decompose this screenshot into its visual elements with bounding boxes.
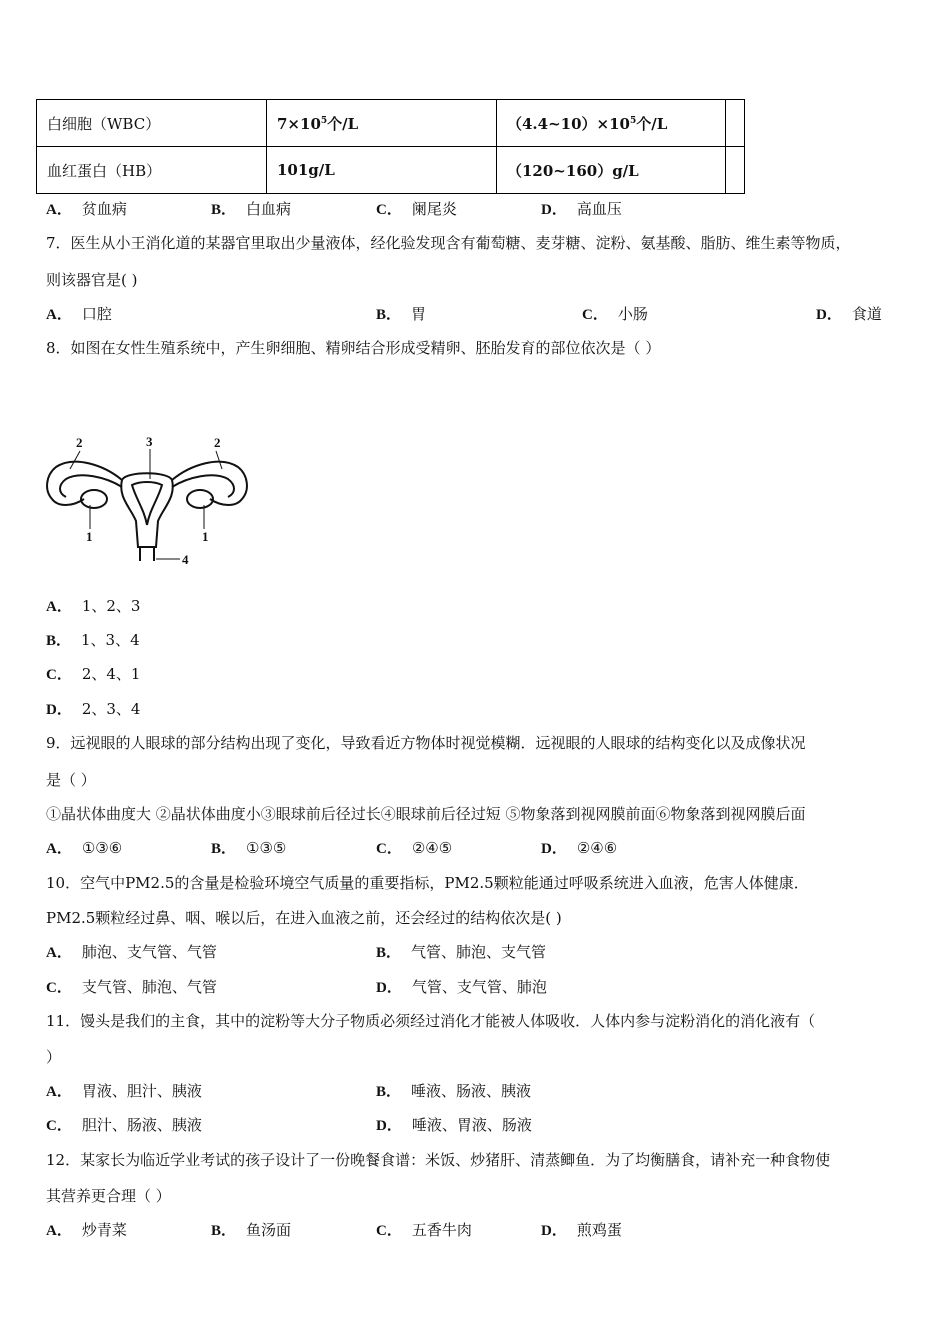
left-ovary [81, 490, 107, 508]
q10-stem-line2: PM2.5颗粒经过鼻、咽、喉以后，在进入血液之前，还会经过的结构依次是( ) [46, 909, 562, 927]
right-fallopian-tube [172, 462, 247, 505]
table-cell-item: 血红蛋白（HB） [37, 147, 267, 194]
vagina [140, 547, 154, 561]
figure-label-4: 4 [182, 552, 189, 567]
q8-option-c[interactable]: C． 2、4、1 [46, 665, 141, 683]
figure-label-1-right: 1 [202, 529, 209, 544]
q12-option-b[interactable]: B． 鱼汤面 [211, 1221, 292, 1239]
q6-option-c[interactable]: C． 阑尾炎 [376, 200, 457, 218]
table-cell-reference: （120~160）g/L [497, 147, 726, 194]
table-cell-empty [726, 147, 745, 194]
figure-label-2-right: 2 [214, 435, 221, 450]
q11-stem-line1: 11．馒头是我们的主食，其中的淀粉等大分子物质必须经过消化才能被人体吸收．人体内参与淀粉消化的消化液有（ [46, 1012, 816, 1030]
q11-option-b[interactable]: B． 唾液、肠液、胰液 [376, 1082, 532, 1100]
q10-stem-line1: 10．空气中PM2.5的含量是检验环境空气质量的重要指标，PM2.5颗粒能通过呼吸系统进入血液，危害人体健康． [46, 874, 809, 892]
uterus [121, 473, 173, 547]
q10-option-b[interactable]: B． 气管、肺泡、支气管 [376, 943, 547, 961]
q9-statements: ①晶状体曲度大 ②晶状体曲度小③眼球前后径过长④眼球前后径过短 ⑤物象落到视网膜前面⑥物象落到视网膜后面 [46, 805, 806, 823]
q12-option-a[interactable]: A． 炒青菜 [46, 1221, 127, 1239]
q7-stem-line2: 则该器官是( ) [46, 271, 138, 289]
table-cell-value: 101g/L [267, 147, 497, 194]
table-cell-empty [726, 100, 745, 147]
table-cell-value: $7\times 10^5$个/L [267, 100, 497, 147]
q7-stem-line1: 7．医生从小王消化道的某器官里取出少量液体，经化验发现含有葡萄糖、麦芽糖、淀粉、氨基酸、脂肪、维生素等物质， [46, 234, 851, 252]
q9-stem-line2: 是（ ） [46, 771, 96, 789]
q11-option-d[interactable]: D． 唾液、胃液、肠液 [376, 1116, 532, 1134]
table-cell-reference: $(4.4\sim 10)\times 10^5$个/L [497, 100, 726, 147]
figure-label-3: 3 [146, 435, 153, 449]
uterine-cavity [132, 482, 162, 525]
leader-line-2-right [216, 451, 222, 469]
left-fallopian-tube-inner [60, 475, 122, 497]
q9-option-b[interactable]: B． ①③⑤ [211, 839, 287, 857]
q11-stem-line2: ） [46, 1048, 62, 1066]
q12-stem-line1: 12．某家长为临近学业考试的孩子设计了一份晚餐食谱：米饭、炒猪肝、清蒸鲫鱼．为了均衡膳食，请补充一种食物使 [46, 1151, 831, 1169]
q7-option-c[interactable]: C． 小肠 [582, 305, 648, 323]
q11-option-c[interactable]: C． 胆汁、肠液、胰液 [46, 1116, 202, 1134]
q12-stem-line2: 其营养更合理（ ） [46, 1187, 171, 1205]
female-reproductive-system-figure [44, 435, 250, 570]
q11-option-a[interactable]: A． 胃液、胆汁、胰液 [46, 1082, 202, 1100]
q10-option-d[interactable]: D． 气管、支气管、肺泡 [376, 978, 547, 996]
q7-option-d[interactable]: D． 食道 [816, 305, 882, 323]
q12-option-c[interactable]: C． 五香牛肉 [376, 1221, 472, 1239]
q9-stem-line1: 9．远视眼的人眼球的部分结构出现了变化，导致看近方物体时视觉模糊．远视眼的人眼球的结构变化以及成像状况 [46, 734, 806, 752]
right-ovary [187, 490, 213, 508]
q6-option-b[interactable]: B． 白血病 [211, 200, 292, 218]
q8-stem-line1: 8．如图在女性生殖系统中，产生卵细胞、精卵结合形成受精卵、胚胎发育的部位依次是（ ） [46, 339, 661, 357]
figure-label-1-left: 1 [86, 529, 93, 544]
table-row [37, 147, 745, 194]
q12-option-d[interactable]: D． 煎鸡蛋 [541, 1221, 622, 1239]
left-fallopian-tube [47, 462, 122, 505]
q9-option-a[interactable]: A． ①③⑥ [46, 839, 123, 857]
leader-line-2-left [70, 451, 80, 469]
q9-option-c[interactable]: C． ②④⑤ [376, 839, 453, 857]
q9-option-d[interactable]: D． ②④⑥ [541, 839, 618, 857]
q10-option-c[interactable]: C． 支气管、肺泡、气管 [46, 978, 217, 996]
table-row [37, 100, 745, 147]
right-fallopian-tube-inner [172, 475, 234, 497]
q6-option-d[interactable]: D． 高血压 [541, 200, 622, 218]
table-cell-item: 白细胞（WBC） [37, 100, 267, 147]
q8-option-b[interactable]: B． 1、3、4 [46, 631, 140, 649]
q7-option-a[interactable]: A． 口腔 [46, 305, 112, 323]
q6-option-a[interactable]: A． 贫血病 [46, 200, 127, 218]
q7-option-b[interactable]: B． 胃 [376, 305, 427, 323]
blood-test-table [36, 99, 745, 194]
q8-option-a[interactable]: A． 1、2、3 [46, 597, 141, 615]
q8-option-d[interactable]: D． 2、3、4 [46, 700, 141, 718]
figure-label-2-left: 2 [76, 435, 83, 450]
q10-option-a[interactable]: A． 肺泡、支气管、气管 [46, 943, 217, 961]
